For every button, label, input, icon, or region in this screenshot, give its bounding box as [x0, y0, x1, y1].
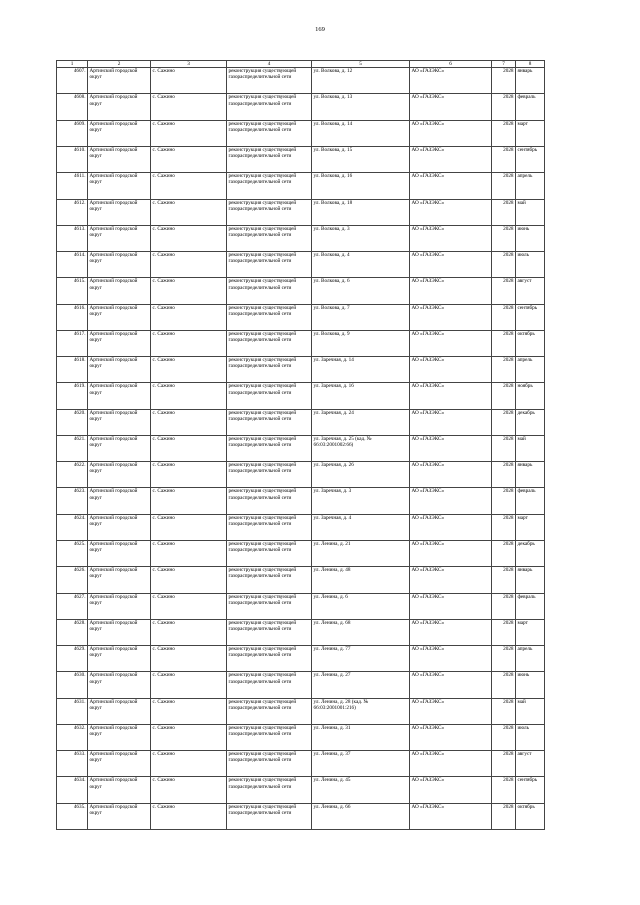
month-cell: сентябрь	[516, 777, 545, 803]
column-header: 4	[227, 61, 312, 68]
month-cell: декабрь	[516, 409, 545, 435]
work-type-cell: реконструкция существующей газораспределительной сети	[227, 567, 312, 593]
row-number: 4610.	[57, 147, 88, 173]
year-cell: 2028	[492, 540, 516, 566]
organization-cell: АО «ГАЗЭКС»	[410, 462, 492, 488]
work-type-cell: реконструкция существующей газораспределительной сети	[227, 593, 312, 619]
address-cell: ул. Волкова, д. 4	[312, 252, 410, 278]
organization-cell: АО «ГАЗЭКС»	[410, 514, 492, 540]
table-row	[57, 94, 545, 120]
address-cell: ул. Волкова, д. 7	[312, 304, 410, 330]
locality-cell: с. Сажино	[151, 514, 227, 540]
table-row	[57, 777, 545, 803]
work-type-cell: реконструкция существующей газораспределительной сети	[227, 777, 312, 803]
table-row	[57, 383, 545, 409]
row-number: 4615.	[57, 278, 88, 304]
month-cell: май	[516, 435, 545, 461]
locality-cell: с. Сажино	[151, 751, 227, 777]
organization-cell: АО «ГАЗЭКС»	[410, 409, 492, 435]
address-cell: ул. Волкова, д. 3	[312, 225, 410, 251]
year-cell: 2028	[492, 68, 516, 94]
organization-cell: АО «ГАЗЭКС»	[410, 199, 492, 225]
work-type-cell: реконструкция существующей газораспределительной сети	[227, 173, 312, 199]
work-type-cell: реконструкция существующей газораспределительной сети	[227, 488, 312, 514]
organization-cell: АО «ГАЗЭКС»	[410, 330, 492, 356]
row-number: 4609.	[57, 120, 88, 146]
row-number: 4611.	[57, 173, 88, 199]
table-row	[57, 540, 545, 566]
organization-cell: АО «ГАЗЭКС»	[410, 278, 492, 304]
page-number: 169	[315, 26, 325, 33]
row-number: 4618.	[57, 357, 88, 383]
district-cell: Артинский городской округ	[88, 68, 151, 94]
address-cell: ул. Волкова, д. 12	[312, 68, 410, 94]
table-row	[57, 252, 545, 278]
address-cell: ул. Волкова, д. 13	[312, 94, 410, 120]
organization-cell: АО «ГАЗЭКС»	[410, 357, 492, 383]
address-cell: ул. Волкова, д. 18	[312, 199, 410, 225]
year-cell: 2028	[492, 330, 516, 356]
district-cell: Артинский городской округ	[88, 225, 151, 251]
locality-cell: с. Сажино	[151, 199, 227, 225]
row-number: 4631.	[57, 698, 88, 724]
organization-cell: АО «ГАЗЭКС»	[410, 593, 492, 619]
district-cell: Артинский городской округ	[88, 330, 151, 356]
month-cell: апрель	[516, 173, 545, 199]
month-cell: сентябрь	[516, 304, 545, 330]
work-type-cell: реконструкция существующей газораспределительной сети	[227, 540, 312, 566]
locality-cell: с. Сажино	[151, 173, 227, 199]
district-cell: Артинский городской округ	[88, 383, 151, 409]
organization-cell: АО «ГАЗЭКС»	[410, 619, 492, 645]
locality-cell: с. Сажино	[151, 777, 227, 803]
work-type-cell: реконструкция существующей газораспределительной сети	[227, 619, 312, 645]
month-cell: апрель	[516, 646, 545, 672]
work-type-cell: реконструкция существующей газораспределительной сети	[227, 672, 312, 698]
month-cell: май	[516, 199, 545, 225]
district-cell: Артинский городской округ	[88, 698, 151, 724]
row-number: 4624.	[57, 514, 88, 540]
month-cell: декабрь	[516, 540, 545, 566]
address-cell: ул. Ленина, д. 48	[312, 567, 410, 593]
district-cell: Артинский городской округ	[88, 409, 151, 435]
row-number: 4612.	[57, 199, 88, 225]
district-cell: Артинский городской округ	[88, 619, 151, 645]
row-number: 4623.	[57, 488, 88, 514]
year-cell: 2028	[492, 698, 516, 724]
work-type-cell: реконструкция существующей газораспределительной сети	[227, 120, 312, 146]
row-number: 4607.	[57, 68, 88, 94]
month-cell: март	[516, 120, 545, 146]
organization-cell: АО «ГАЗЭКС»	[410, 383, 492, 409]
year-cell: 2028	[492, 278, 516, 304]
organization-cell: АО «ГАЗЭКС»	[410, 751, 492, 777]
district-cell: Артинский городской округ	[88, 173, 151, 199]
table-row	[57, 304, 545, 330]
district-cell: Артинский городской округ	[88, 724, 151, 750]
locality-cell: с. Сажино	[151, 803, 227, 829]
row-number: 4617.	[57, 330, 88, 356]
work-type-cell: реконструкция существующей газораспределительной сети	[227, 803, 312, 829]
locality-cell: с. Сажино	[151, 567, 227, 593]
address-cell: ул. Волкова, д. 14	[312, 120, 410, 146]
locality-cell: с. Сажино	[151, 724, 227, 750]
year-cell: 2028	[492, 199, 516, 225]
locality-cell: с. Сажино	[151, 68, 227, 94]
year-cell: 2028	[492, 619, 516, 645]
month-cell: апрель	[516, 357, 545, 383]
district-cell: Артинский городской округ	[88, 357, 151, 383]
district-cell: Артинский городской округ	[88, 514, 151, 540]
district-cell: Артинский городской округ	[88, 304, 151, 330]
locality-cell: с. Сажино	[151, 304, 227, 330]
work-type-cell: реконструкция существующей газораспределительной сети	[227, 330, 312, 356]
year-cell: 2028	[492, 724, 516, 750]
address-cell: ул. Волкова, д. 15	[312, 147, 410, 173]
address-cell: ул. Ленина, д. 31	[312, 724, 410, 750]
year-cell: 2028	[492, 94, 516, 120]
work-type-cell: реконструкция существующей газораспределительной сети	[227, 357, 312, 383]
table-row	[57, 724, 545, 750]
table-row	[57, 488, 545, 514]
locality-cell: с. Сажино	[151, 619, 227, 645]
district-cell: Артинский городской округ	[88, 435, 151, 461]
locality-cell: с. Сажино	[151, 225, 227, 251]
month-cell: октябрь	[516, 330, 545, 356]
locality-cell: с. Сажино	[151, 698, 227, 724]
organization-cell: АО «ГАЗЭКС»	[410, 698, 492, 724]
month-cell: февраль	[516, 94, 545, 120]
table-row	[57, 330, 545, 356]
address-cell: ул. Заречная, д. 4	[312, 514, 410, 540]
organization-cell: АО «ГАЗЭКС»	[410, 488, 492, 514]
month-cell: март	[516, 619, 545, 645]
row-number: 4634.	[57, 777, 88, 803]
row-number: 4632.	[57, 724, 88, 750]
column-header: 6	[410, 61, 492, 68]
organization-cell: АО «ГАЗЭКС»	[410, 94, 492, 120]
month-cell: май	[516, 698, 545, 724]
month-cell: январь	[516, 567, 545, 593]
row-number: 4620.	[57, 409, 88, 435]
address-cell: ул. Заречная, д. 16	[312, 383, 410, 409]
locality-cell: с. Сажино	[151, 409, 227, 435]
district-cell: Артинский городской округ	[88, 672, 151, 698]
district-cell: Артинский городской округ	[88, 567, 151, 593]
organization-cell: АО «ГАЗЭКС»	[410, 672, 492, 698]
organization-cell: АО «ГАЗЭКС»	[410, 777, 492, 803]
year-cell: 2028	[492, 383, 516, 409]
table-row	[57, 698, 545, 724]
column-header: 8	[516, 61, 545, 68]
locality-cell: с. Сажино	[151, 540, 227, 566]
table-row	[57, 567, 545, 593]
column-header: 3	[151, 61, 227, 68]
organization-cell: АО «ГАЗЭКС»	[410, 173, 492, 199]
month-cell: февраль	[516, 593, 545, 619]
locality-cell: с. Сажино	[151, 593, 227, 619]
work-type-cell: реконструкция существующей газораспределительной сети	[227, 94, 312, 120]
district-cell: Артинский городской округ	[88, 488, 151, 514]
address-cell: ул. Заречная, д. 14	[312, 357, 410, 383]
district-cell: Артинский городской округ	[88, 803, 151, 829]
month-cell: июнь	[516, 225, 545, 251]
table-row	[57, 514, 545, 540]
organization-cell: АО «ГАЗЭКС»	[410, 68, 492, 94]
address-cell: ул. Заречная, д. 24	[312, 409, 410, 435]
year-cell: 2028	[492, 120, 516, 146]
column-header: 5	[312, 61, 410, 68]
year-cell: 2028	[492, 593, 516, 619]
district-cell: Артинский городской округ	[88, 751, 151, 777]
address-cell: ул. Волкова, д. 6	[312, 278, 410, 304]
table-body	[57, 68, 545, 830]
row-number: 4625.	[57, 540, 88, 566]
work-type-cell: реконструкция существующей газораспределительной сети	[227, 383, 312, 409]
table-row	[57, 147, 545, 173]
table-row	[57, 68, 545, 94]
organization-cell: АО «ГАЗЭКС»	[410, 803, 492, 829]
work-type-cell: реконструкция существующей газораспределительной сети	[227, 409, 312, 435]
month-cell: март	[516, 514, 545, 540]
work-type-cell: реконструкция существующей газораспределительной сети	[227, 252, 312, 278]
work-type-cell: реконструкция существующей газораспределительной сети	[227, 435, 312, 461]
district-cell: Артинский городской округ	[88, 646, 151, 672]
table-row	[57, 409, 545, 435]
column-header: 1	[57, 61, 88, 68]
table-row	[57, 357, 545, 383]
month-cell: ноябрь	[516, 383, 545, 409]
table-row	[57, 619, 545, 645]
year-cell: 2028	[492, 252, 516, 278]
locality-cell: с. Сажино	[151, 435, 227, 461]
table-row	[57, 803, 545, 829]
row-number: 4629.	[57, 646, 88, 672]
address-cell: ул. Ленина, д. 28 (кад. № 66:03:2001001:216)	[312, 698, 410, 724]
table-row	[57, 278, 545, 304]
address-cell: ул. Ленина, д. 66	[312, 803, 410, 829]
organization-cell: АО «ГАЗЭКС»	[410, 540, 492, 566]
district-cell: Артинский городской округ	[88, 278, 151, 304]
address-cell: ул. Ленина, д. 6	[312, 593, 410, 619]
row-number: 4635.	[57, 803, 88, 829]
organization-cell: АО «ГАЗЭКС»	[410, 225, 492, 251]
table-row	[57, 173, 545, 199]
month-cell: октябрь	[516, 803, 545, 829]
row-number: 4619.	[57, 383, 88, 409]
row-number: 4622.	[57, 462, 88, 488]
organization-cell: АО «ГАЗЭКС»	[410, 567, 492, 593]
locality-cell: с. Сажино	[151, 252, 227, 278]
district-cell: Артинский городской округ	[88, 777, 151, 803]
table-row	[57, 751, 545, 777]
district-cell: Артинский городской округ	[88, 199, 151, 225]
locality-cell: с. Сажино	[151, 94, 227, 120]
locality-cell: с. Сажино	[151, 646, 227, 672]
organization-cell: АО «ГАЗЭКС»	[410, 304, 492, 330]
locality-cell: с. Сажино	[151, 357, 227, 383]
work-type-cell: реконструкция существующей газораспределительной сети	[227, 462, 312, 488]
year-cell: 2028	[492, 672, 516, 698]
locality-cell: с. Сажино	[151, 278, 227, 304]
address-cell: ул. Заречная, д. 3	[312, 488, 410, 514]
table-row	[57, 672, 545, 698]
registry-table	[56, 60, 545, 830]
district-cell: Артинский городской округ	[88, 252, 151, 278]
year-cell: 2028	[492, 777, 516, 803]
address-cell: ул. Ленина, д. 68	[312, 619, 410, 645]
row-number: 4613.	[57, 225, 88, 251]
table-row	[57, 462, 545, 488]
month-cell: сентябрь	[516, 147, 545, 173]
address-cell: ул. Волкова, д. 9	[312, 330, 410, 356]
organization-cell: АО «ГАЗЭКС»	[410, 252, 492, 278]
year-cell: 2028	[492, 462, 516, 488]
organization-cell: АО «ГАЗЭКС»	[410, 147, 492, 173]
work-type-cell: реконструкция существующей газораспределительной сети	[227, 514, 312, 540]
organization-cell: АО «ГАЗЭКС»	[410, 724, 492, 750]
work-type-cell: реконструкция существующей газораспределительной сети	[227, 304, 312, 330]
month-cell: август	[516, 751, 545, 777]
year-cell: 2028	[492, 304, 516, 330]
work-type-cell: реконструкция существующей газораспределительной сети	[227, 646, 312, 672]
organization-cell: АО «ГАЗЭКС»	[410, 435, 492, 461]
district-cell: Артинский городской округ	[88, 540, 151, 566]
locality-cell: с. Сажино	[151, 462, 227, 488]
year-cell: 2028	[492, 147, 516, 173]
address-cell: ул. Ленина, д. 77	[312, 646, 410, 672]
locality-cell: с. Сажино	[151, 488, 227, 514]
year-cell: 2028	[492, 225, 516, 251]
row-number: 4621.	[57, 435, 88, 461]
row-number: 4627.	[57, 593, 88, 619]
work-type-cell: реконструкция существующей газораспределительной сети	[227, 278, 312, 304]
address-cell: ул. Ленина, д. 27	[312, 672, 410, 698]
row-number: 4614.	[57, 252, 88, 278]
district-cell: Артинский городской округ	[88, 94, 151, 120]
address-cell: ул. Заречная, д. 26	[312, 462, 410, 488]
locality-cell: с. Сажино	[151, 672, 227, 698]
column-header: 2	[88, 61, 151, 68]
year-cell: 2028	[492, 435, 516, 461]
column-header: 7	[492, 61, 516, 68]
address-cell: ул. Ленина, д. 45	[312, 777, 410, 803]
year-cell: 2028	[492, 803, 516, 829]
address-cell: ул. Ленина, д. 37	[312, 751, 410, 777]
month-cell: февраль	[516, 488, 545, 514]
work-type-cell: реконструкция существующей газораспределительной сети	[227, 225, 312, 251]
work-type-cell: реконструкция существующей газораспределительной сети	[227, 751, 312, 777]
row-number: 4608.	[57, 94, 88, 120]
locality-cell: с. Сажино	[151, 330, 227, 356]
month-cell: июль	[516, 724, 545, 750]
organization-cell: АО «ГАЗЭКС»	[410, 120, 492, 146]
district-cell: Артинский городской округ	[88, 120, 151, 146]
row-number: 4633.	[57, 751, 88, 777]
address-cell: ул. Заречная, д. 25 (кад. № 66:03:2001002:66)	[312, 435, 410, 461]
work-type-cell: реконструкция существующей газораспределительной сети	[227, 199, 312, 225]
year-cell: 2028	[492, 567, 516, 593]
year-cell: 2028	[492, 646, 516, 672]
month-cell: январь	[516, 462, 545, 488]
row-number: 4628.	[57, 619, 88, 645]
work-type-cell: реконструкция существующей газораспределительной сети	[227, 724, 312, 750]
year-cell: 2028	[492, 514, 516, 540]
work-type-cell: реконструкция существующей газораспределительной сети	[227, 147, 312, 173]
table-row	[57, 593, 545, 619]
locality-cell: с. Сажино	[151, 147, 227, 173]
work-type-cell: реконструкция существующей газораспределительной сети	[227, 68, 312, 94]
district-cell: Артинский городской округ	[88, 593, 151, 619]
row-number: 4626.	[57, 567, 88, 593]
district-cell: Артинский городской округ	[88, 147, 151, 173]
table-row	[57, 225, 545, 251]
district-cell: Артинский городской округ	[88, 462, 151, 488]
table-row	[57, 435, 545, 461]
locality-cell: с. Сажино	[151, 383, 227, 409]
work-type-cell: реконструкция существующей газораспределительной сети	[227, 698, 312, 724]
table-row	[57, 120, 545, 146]
table-row	[57, 199, 545, 225]
locality-cell: с. Сажино	[151, 120, 227, 146]
month-cell: январь	[516, 68, 545, 94]
table-row	[57, 646, 545, 672]
address-cell: ул. Волкова, д. 16	[312, 173, 410, 199]
organization-cell: АО «ГАЗЭКС»	[410, 646, 492, 672]
month-cell: июнь	[516, 672, 545, 698]
header-row	[57, 61, 545, 68]
month-cell: август	[516, 278, 545, 304]
year-cell: 2028	[492, 357, 516, 383]
year-cell: 2028	[492, 488, 516, 514]
month-cell: июль	[516, 252, 545, 278]
year-cell: 2028	[492, 173, 516, 199]
row-number: 4630.	[57, 672, 88, 698]
year-cell: 2028	[492, 751, 516, 777]
row-number: 4616.	[57, 304, 88, 330]
address-cell: ул. Ленина, д. 21	[312, 540, 410, 566]
year-cell: 2028	[492, 409, 516, 435]
